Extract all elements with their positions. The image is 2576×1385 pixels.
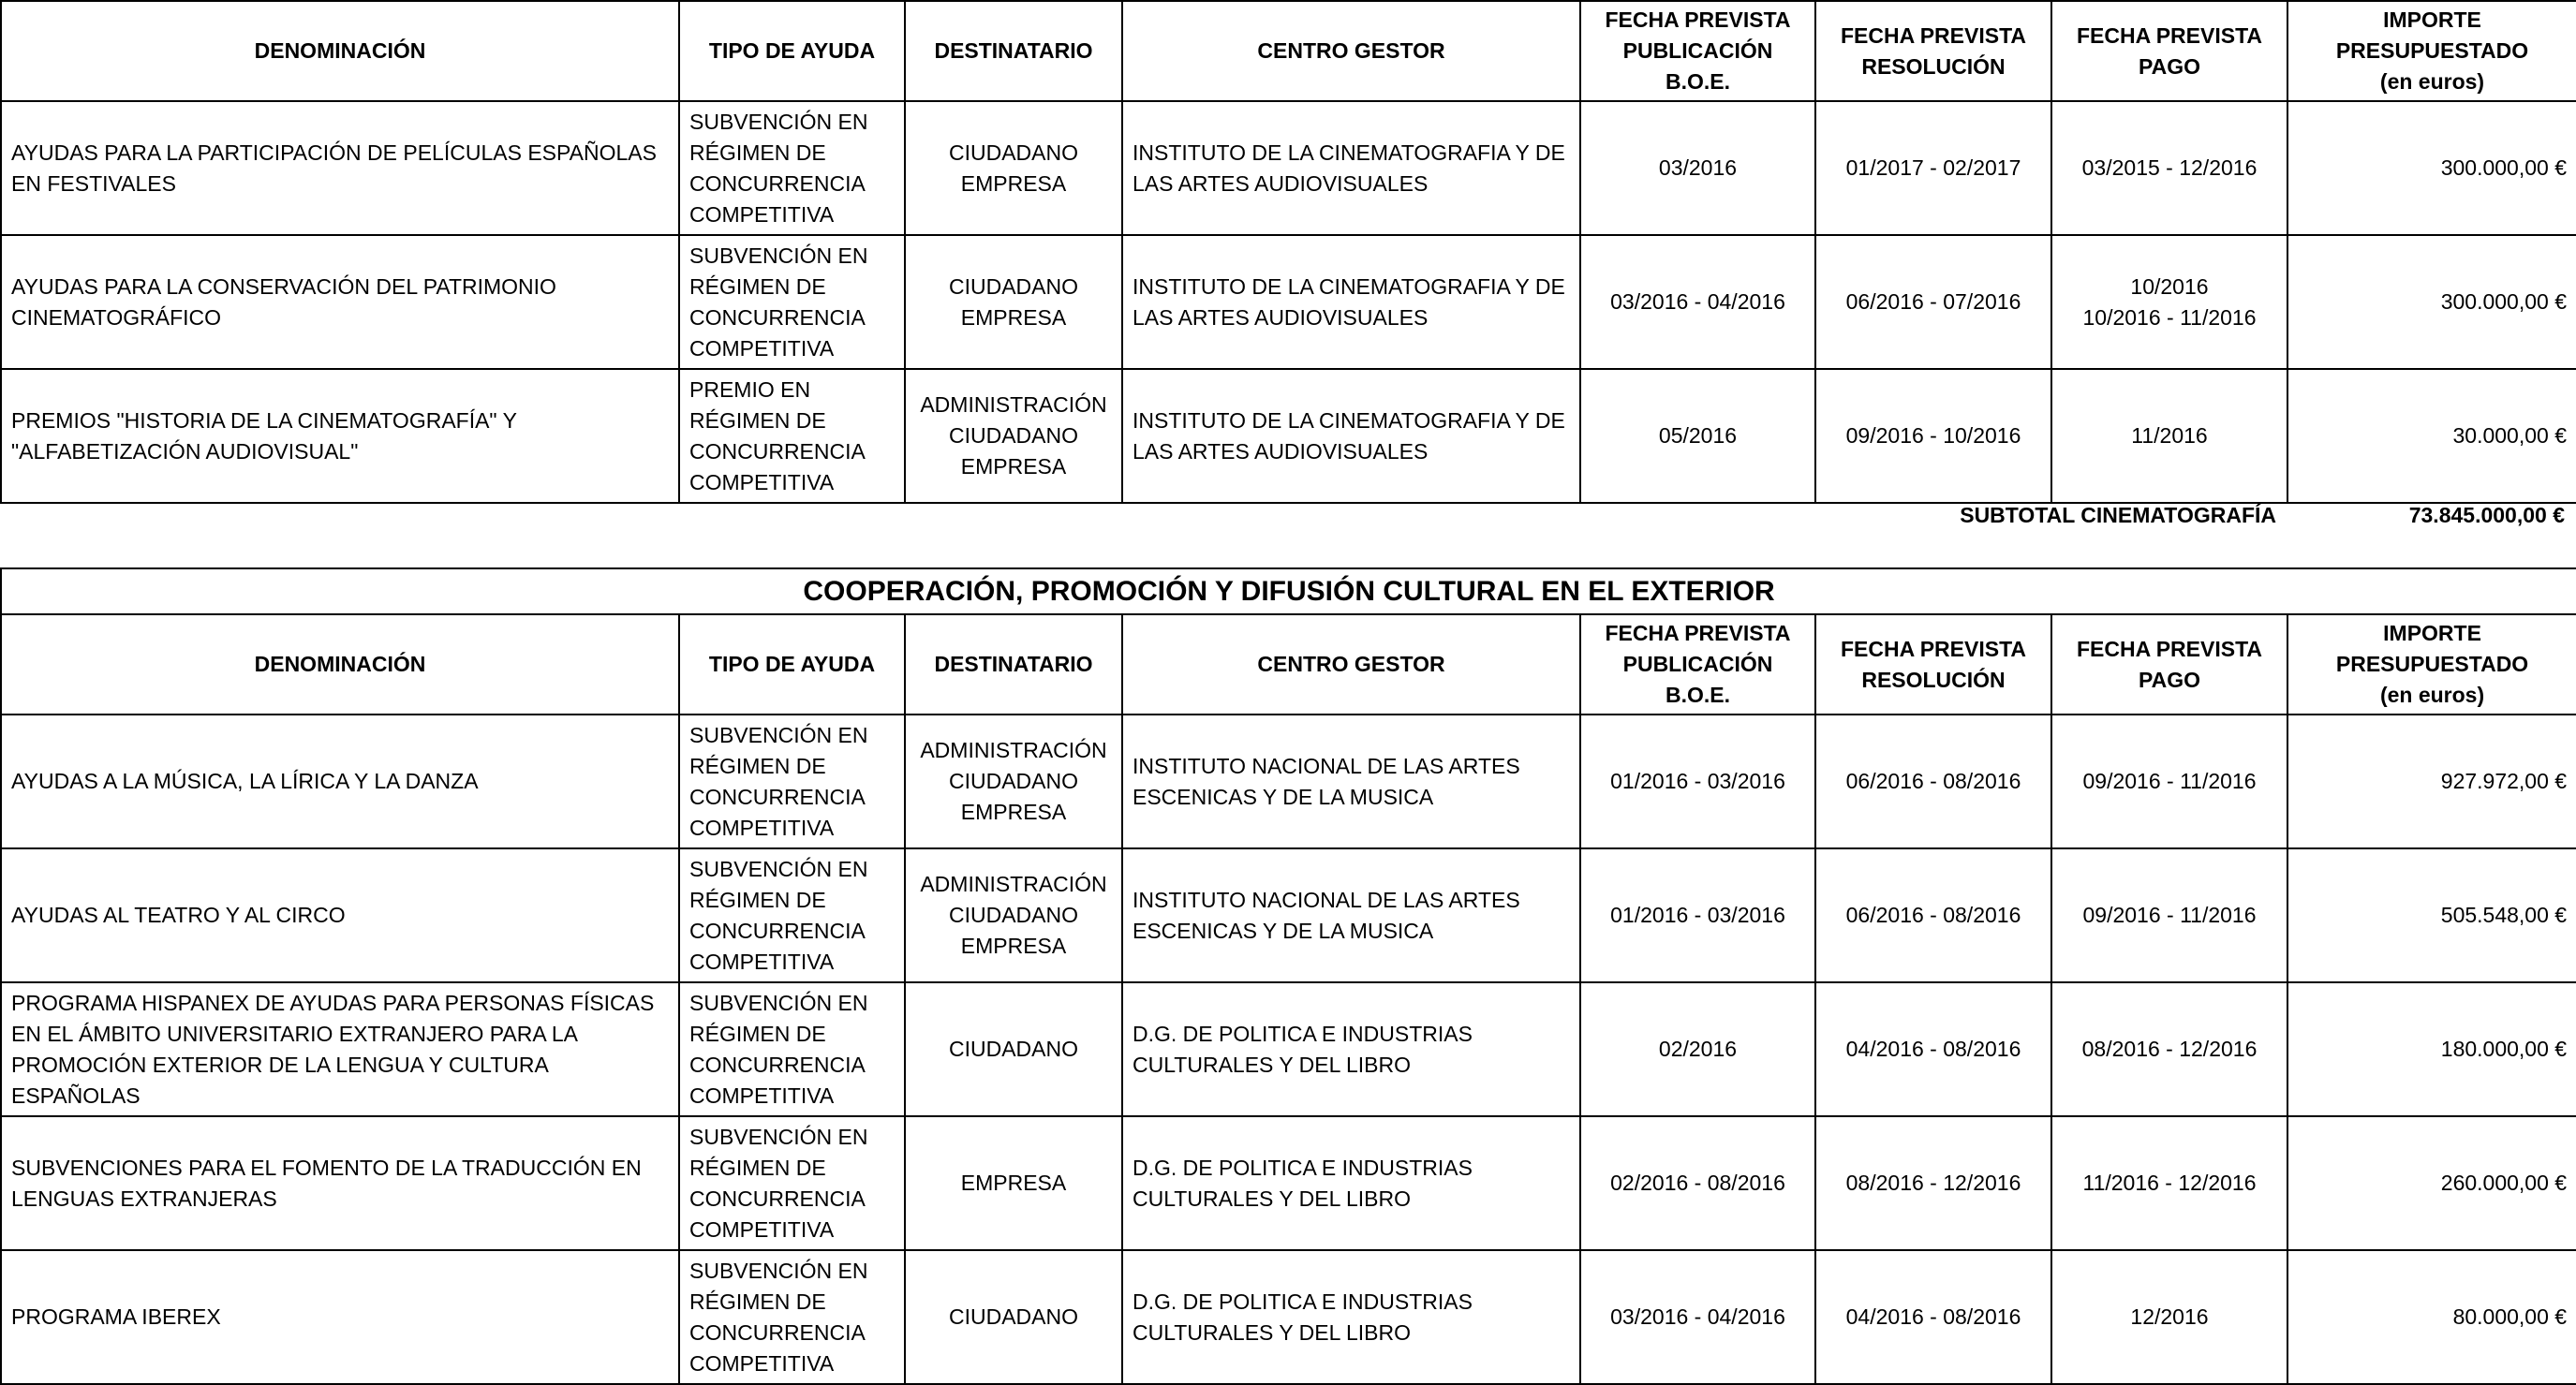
cell-centro-gestor: INSTITUTO NACIONAL DE LAS ARTES ESCENICAS Y DE LA MUSICA: [1122, 715, 1580, 848]
col-header-fecha-resolucion: FECHA PREVISTA RESOLUCIÓN: [1815, 614, 2051, 715]
col-header-tipo-ayuda: TIPO DE AYUDA: [679, 1, 905, 101]
cell-tipo-ayuda: SUBVENCIÓN EN RÉGIMEN DE CONCURRENCIA COMPETITIVA: [679, 1250, 905, 1384]
cell-fecha-publicacion: 05/2016: [1580, 369, 1815, 503]
col-header-centro-gestor: CENTRO GESTOR: [1122, 1, 1580, 101]
cell-destinatario: ADMINISTRACIÓN CIUDADANO EMPRESA: [905, 715, 1122, 848]
cell-importe: 927.972,00 €: [2287, 715, 2576, 848]
col-header-tipo-ayuda: TIPO DE AYUDA: [679, 614, 905, 715]
cell-fecha-resolucion: 04/2016 - 08/2016: [1815, 1250, 2051, 1384]
cell-fecha-pago: 11/2016: [2051, 369, 2287, 503]
cell-centro-gestor: D.G. DE POLITICA E INDUSTRIAS CULTURALES Y DEL LIBRO: [1122, 1250, 1580, 1384]
cell-fecha-publicacion: 03/2016 - 04/2016: [1580, 235, 1815, 369]
cell-importe: 505.548,00 €: [2287, 848, 2576, 982]
table-row: [1, 715, 2576, 848]
col-header-importe: IMPORTE PRESUPUESTADO (en euros): [2287, 614, 2576, 715]
cell-denominacion: PROGRAMA IBEREX: [1, 1250, 679, 1384]
cell-centro-gestor: INSTITUTO DE LA CINEMATOGRAFIA Y DE LAS ARTES AUDIOVISUALES: [1122, 369, 1580, 503]
grants-table-cooperacion: [0, 567, 2576, 1385]
cell-tipo-ayuda: SUBVENCIÓN EN RÉGIMEN DE CONCURRENCIA COMPETITIVA: [679, 715, 905, 848]
table-row: [1, 1250, 2576, 1384]
cell-fecha-publicacion: 03/2016 - 04/2016: [1580, 1250, 1815, 1384]
cell-destinatario: CIUDADANO: [905, 1250, 1122, 1384]
cell-fecha-publicacion: 01/2016 - 03/2016: [1580, 715, 1815, 848]
cell-centro-gestor: INSTITUTO NACIONAL DE LAS ARTES ESCENICAS Y DE LA MUSICA: [1122, 848, 1580, 982]
cell-denominacion: AYUDAS AL TEATRO Y AL CIRCO: [1, 848, 679, 982]
table-row: [1, 369, 2576, 503]
cell-fecha-pago: 03/2015 - 12/2016: [2051, 101, 2287, 235]
col-header-destinatario: DESTINATARIO: [905, 614, 1122, 715]
col-header-fecha-pago: FECHA PREVISTA PAGO: [2051, 1, 2287, 101]
table-row: [1, 101, 2576, 235]
cell-centro-gestor: D.G. DE POLITICA E INDUSTRIAS CULTURALES Y DEL LIBRO: [1122, 982, 1580, 1116]
table-row: [1, 982, 2576, 1116]
cell-fecha-pago: 11/2016 - 12/2016: [2051, 1116, 2287, 1250]
cell-destinatario: CIUDADANO: [905, 982, 1122, 1116]
cell-importe: 300.000,00 €: [2287, 101, 2576, 235]
col-header-fecha-resolucion: FECHA PREVISTA RESOLUCIÓN: [1815, 1, 2051, 101]
cell-fecha-pago: 09/2016 - 11/2016: [2051, 715, 2287, 848]
cell-tipo-ayuda: SUBVENCIÓN EN RÉGIMEN DE CONCURRENCIA COMPETITIVA: [679, 848, 905, 982]
cell-denominacion: SUBVENCIONES PARA EL FOMENTO DE LA TRADUCCIÓN EN LENGUAS EXTRANJERAS: [1, 1116, 679, 1250]
cell-fecha-publicacion: 02/2016 - 08/2016: [1580, 1116, 1815, 1250]
header-row: [1, 614, 2576, 715]
section-title: COOPERACIÓN, PROMOCIÓN Y DIFUSIÓN CULTURAL EN EL EXTERIOR: [1, 568, 2576, 614]
table-row: [1, 1116, 2576, 1250]
cell-fecha-pago: 12/2016: [2051, 1250, 2287, 1384]
cell-destinatario: CIUDADANO EMPRESA: [905, 101, 1122, 235]
header-row: [1, 1, 2576, 101]
cell-fecha-pago: 08/2016 - 12/2016: [2051, 982, 2287, 1116]
col-header-denominacion: DENOMINACIÓN: [1, 614, 679, 715]
subtotal-row: [0, 503, 2576, 535]
cell-destinatario: EMPRESA: [905, 1116, 1122, 1250]
cell-fecha-publicacion: 01/2016 - 03/2016: [1580, 848, 1815, 982]
table-row: [1, 235, 2576, 369]
cell-tipo-ayuda: PREMIO EN RÉGIMEN DE CONCURRENCIA COMPETITIVA: [679, 369, 905, 503]
cell-tipo-ayuda: SUBVENCIÓN EN RÉGIMEN DE CONCURRENCIA COMPETITIVA: [679, 235, 905, 369]
cell-denominacion: PREMIOS "HISTORIA DE LA CINEMATOGRAFÍA" Y "ALFABETIZACIÓN AUDIOVISUAL": [1, 369, 679, 503]
cell-centro-gestor: INSTITUTO DE LA CINEMATOGRAFIA Y DE LAS ARTES AUDIOVISUALES: [1122, 235, 1580, 369]
cell-fecha-resolucion: 08/2016 - 12/2016: [1815, 1116, 2051, 1250]
cell-fecha-resolucion: 06/2016 - 08/2016: [1815, 715, 2051, 848]
cell-importe: 300.000,00 €: [2287, 235, 2576, 369]
cell-destinatario: CIUDADANO EMPRESA: [905, 235, 1122, 369]
cell-fecha-publicacion: 02/2016: [1580, 982, 1815, 1116]
cell-tipo-ayuda: SUBVENCIÓN EN RÉGIMEN DE CONCURRENCIA COMPETITIVA: [679, 101, 905, 235]
cell-fecha-resolucion: 01/2017 - 02/2017: [1815, 101, 2051, 235]
cell-fecha-resolucion: 04/2016 - 08/2016: [1815, 982, 2051, 1116]
cell-denominacion: AYUDAS PARA LA PARTICIPACIÓN DE PELÍCULAS ESPAÑOLAS EN FESTIVALES: [1, 101, 679, 235]
cell-destinatario: ADMINISTRACIÓN CIUDADANO EMPRESA: [905, 369, 1122, 503]
col-header-fecha-pago: FECHA PREVISTA PAGO: [2051, 614, 2287, 715]
cell-fecha-publicacion: 03/2016: [1580, 101, 1815, 235]
col-header-importe: IMPORTE PRESUPUESTADO (en euros): [2287, 1, 2576, 101]
cell-fecha-resolucion: 06/2016 - 07/2016: [1815, 235, 2051, 369]
cell-fecha-pago: 10/2016 10/2016 - 11/2016: [2051, 235, 2287, 369]
grants-table-cinematografia: [0, 0, 2576, 504]
cell-denominacion: AYUDAS PARA LA CONSERVACIÓN DEL PATRIMONIO CINEMATOGRÁFICO: [1, 235, 679, 369]
cell-importe: 30.000,00 €: [2287, 369, 2576, 503]
col-header-fecha-publicacion: FECHA PREVISTA PUBLICACIÓN B.O.E.: [1580, 614, 1815, 715]
cell-importe: 180.000,00 €: [2287, 982, 2576, 1116]
cell-fecha-pago: 09/2016 - 11/2016: [2051, 848, 2287, 982]
cell-importe: 80.000,00 €: [2287, 1250, 2576, 1384]
col-header-destinatario: DESTINATARIO: [905, 1, 1122, 101]
cell-denominacion: PROGRAMA HISPANEX DE AYUDAS PARA PERSONAS FÍSICAS EN EL ÁMBITO UNIVERSITARIO EXTRANJERO PARA LA PROMOCIÓN EXTERIOR DE LA LENGUA Y CULTURA ESPAÑOLAS: [1, 982, 679, 1116]
cell-destinatario: ADMINISTRACIÓN CIUDADANO EMPRESA: [905, 848, 1122, 982]
cell-fecha-resolucion: 09/2016 - 10/2016: [1815, 369, 2051, 503]
subtotal-value: 73.845.000,00 €: [2408, 503, 2565, 527]
cell-importe: 260.000,00 €: [2287, 1116, 2576, 1250]
cell-tipo-ayuda: SUBVENCIÓN EN RÉGIMEN DE CONCURRENCIA COMPETITIVA: [679, 1116, 905, 1250]
table-row: [1, 848, 2576, 982]
col-header-denominacion: DENOMINACIÓN: [1, 1, 679, 101]
col-header-fecha-publicacion: FECHA PREVISTA PUBLICACIÓN B.O.E.: [1580, 1, 1815, 101]
col-header-centro-gestor: CENTRO GESTOR: [1122, 614, 1580, 715]
cell-tipo-ayuda: SUBVENCIÓN EN RÉGIMEN DE CONCURRENCIA COMPETITIVA: [679, 982, 905, 1116]
cell-centro-gestor: INSTITUTO DE LA CINEMATOGRAFIA Y DE LAS ARTES AUDIOVISUALES: [1122, 101, 1580, 235]
cell-fecha-resolucion: 06/2016 - 08/2016: [1815, 848, 2051, 982]
section-title-row: [1, 568, 2576, 614]
subtotal-label: SUBTOTAL CINEMATOGRAFÍA: [1960, 503, 2276, 527]
cell-denominacion: AYUDAS A LA MÚSICA, LA LÍRICA Y LA DANZA: [1, 715, 679, 848]
cell-centro-gestor: D.G. DE POLITICA E INDUSTRIAS CULTURALES Y DEL LIBRO: [1122, 1116, 1580, 1250]
